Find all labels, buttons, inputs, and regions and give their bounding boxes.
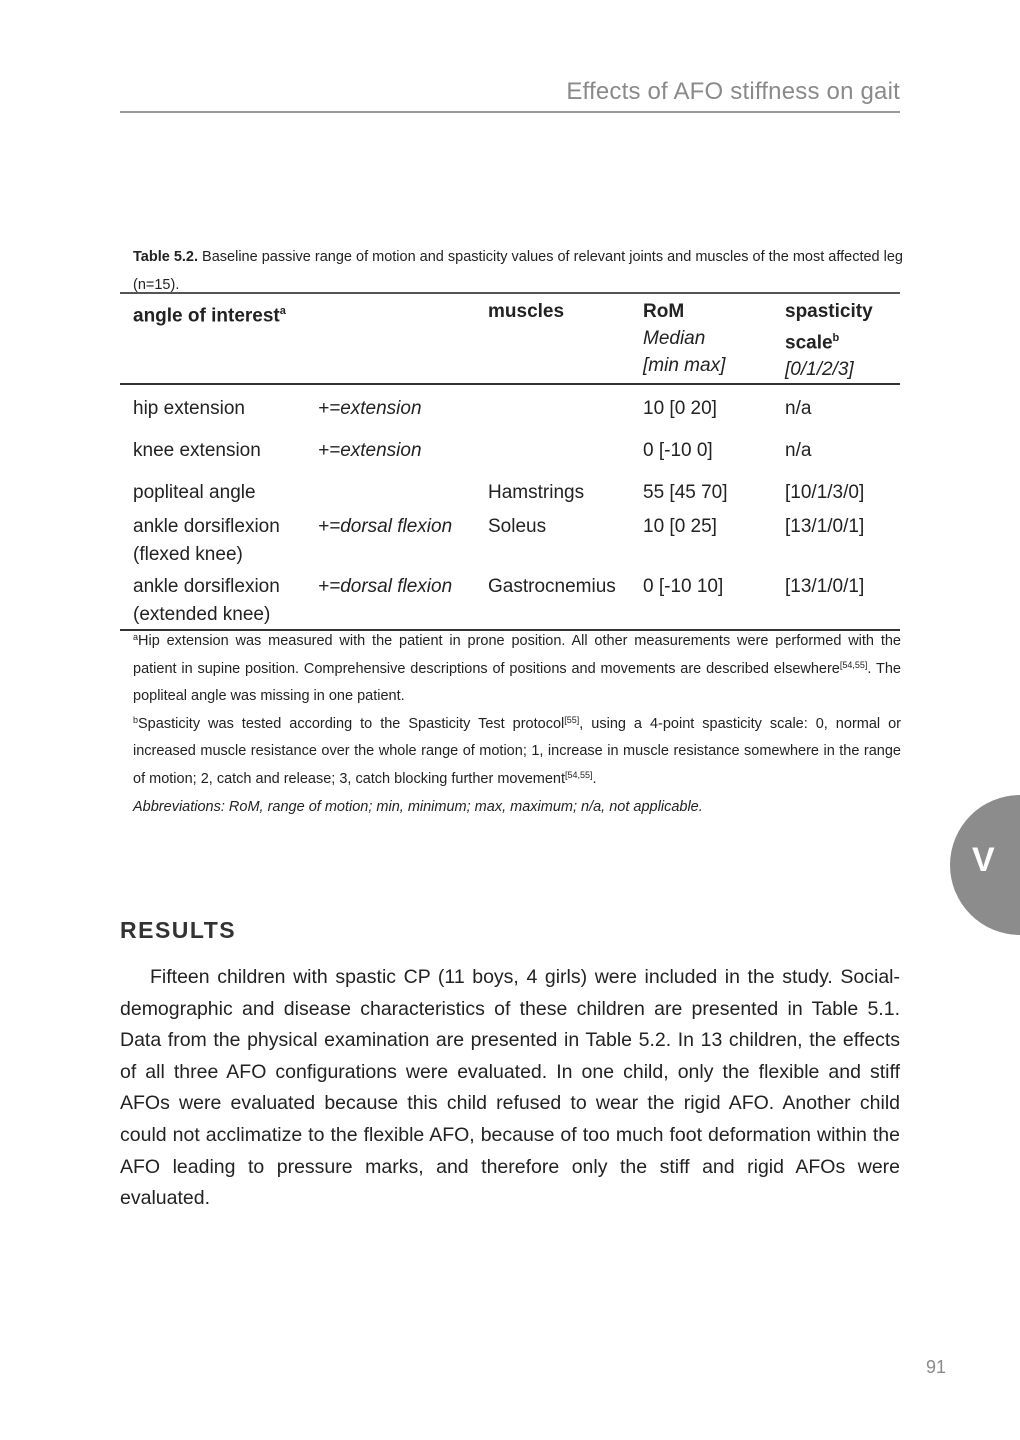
running-title: Effects of AFO stiffness on gait: [566, 78, 900, 105]
header-sign: [305, 294, 475, 385]
table-row: [120, 385, 900, 427]
table-row: [120, 511, 900, 569]
cell-spasticity: [13/1/0/1]: [785, 516, 865, 538]
results-paragraph: Fifteen children with spastic CP (11 boys, 4 girls) were included in the study. Social-demographic and disease characteristics of these children are presented in Table 5.1. Data from the physical examination are presented in Table 5.2. In 13 children, the effects of all three AFO configurations were evaluated. In one child, only the flexible and stiff AFOs were evaluated because this child refused to wear the rigid AFO. Another child could not acclimatize to the flexible AFO, because of too much foot deformation within the AFO leading to pressure marks, and therefore only the stiff and rigid AFOs were evaluated.: [120, 966, 900, 1210]
cell-sign: +=extension: [318, 398, 422, 420]
page-number: 91: [925, 1357, 946, 1377]
cell-muscle: Gastrocnemius: [475, 569, 630, 631]
cell-sign: +=dorsal flexion: [305, 569, 475, 631]
cell-spasticity: n/a: [785, 398, 812, 420]
cell-spasticity: [13/1/0/1]: [772, 569, 900, 631]
cell-angle: ankle dorsiflexion (extended knee): [120, 569, 305, 631]
footnote-a: $^a$Hip extension was measured with the patient in prone position. All other measurements were performed with the patient in supine position. Comprehensive descriptions of positions and movements are described elsewhere[54,55]. The popliteal angle was missing in one patient.: [133, 632, 901, 705]
table-row: [120, 569, 900, 631]
chapter-tab: [950, 795, 1020, 935]
cell-rom: 0 [-10 0]: [643, 440, 713, 462]
cell-angle: knee extension: [133, 440, 261, 462]
caption-text: Baseline passive range of motion and spasticity values of relevant joints and muscles of the most affected leg (n=15).: [133, 249, 904, 293]
footnote-b: $^b$Spasticity was tested according to the Spasticity Test protocol[55], using a 4-point spasticity scale: 0, normal or increased muscle resistance over the whole range of motion; 1, increase in muscle resistance somewhere in the range of motion; 2, catch and release; 3, catch blocking further movement[54,55].: [133, 714, 902, 787]
cell-spasticity: [10/1/3/0]: [785, 482, 865, 504]
section-heading: RESULTS: [120, 917, 237, 943]
cell-sign: +=extension: [318, 440, 422, 462]
table-row: [120, 427, 900, 469]
cell-angle: popliteal angle: [133, 482, 256, 504]
abbreviations: Abbreviations: RoM, range of motion; min, minimum; max, maximum; n/a, not applicable.: [133, 798, 703, 815]
cell-muscle: Hamstrings: [488, 482, 585, 504]
cell-muscle: [475, 385, 630, 427]
cell-angle: ankle dorsiflexion (flexed knee): [133, 516, 280, 566]
table-footnotes: [133, 628, 901, 821]
chapter-number: V: [972, 841, 995, 879]
header-muscles: muscles: [475, 294, 630, 385]
cell-rom: 10 [0 25]: [643, 516, 717, 538]
cell-muscle: Soleus: [488, 516, 547, 538]
cell-sign: [305, 469, 475, 511]
header-rule: [120, 111, 900, 113]
header-rom: RoM Median [min max]: [630, 294, 772, 385]
table-header-row: [120, 294, 900, 385]
cell-angle: hip extension: [133, 398, 245, 420]
cell-rom: 55 [45 70]: [643, 482, 728, 504]
cell-rom: 10 [0 20]: [643, 398, 717, 420]
cell-muscle: [475, 427, 630, 469]
header-angle: angle of interest$^a$: [120, 294, 305, 385]
cell-spasticity: n/a: [785, 440, 812, 462]
rom-spasticity-table: [120, 292, 900, 631]
cell-rom: 0 [-10 10]: [630, 569, 772, 631]
header-spasticity: spasticity scale$^b$ [0/1/2/3]: [772, 294, 900, 385]
table-caption: [133, 243, 903, 299]
table-row: [120, 469, 900, 511]
cell-sign: +=dorsal flexion: [318, 516, 453, 538]
table-label: Table 5.2.: [133, 249, 199, 265]
